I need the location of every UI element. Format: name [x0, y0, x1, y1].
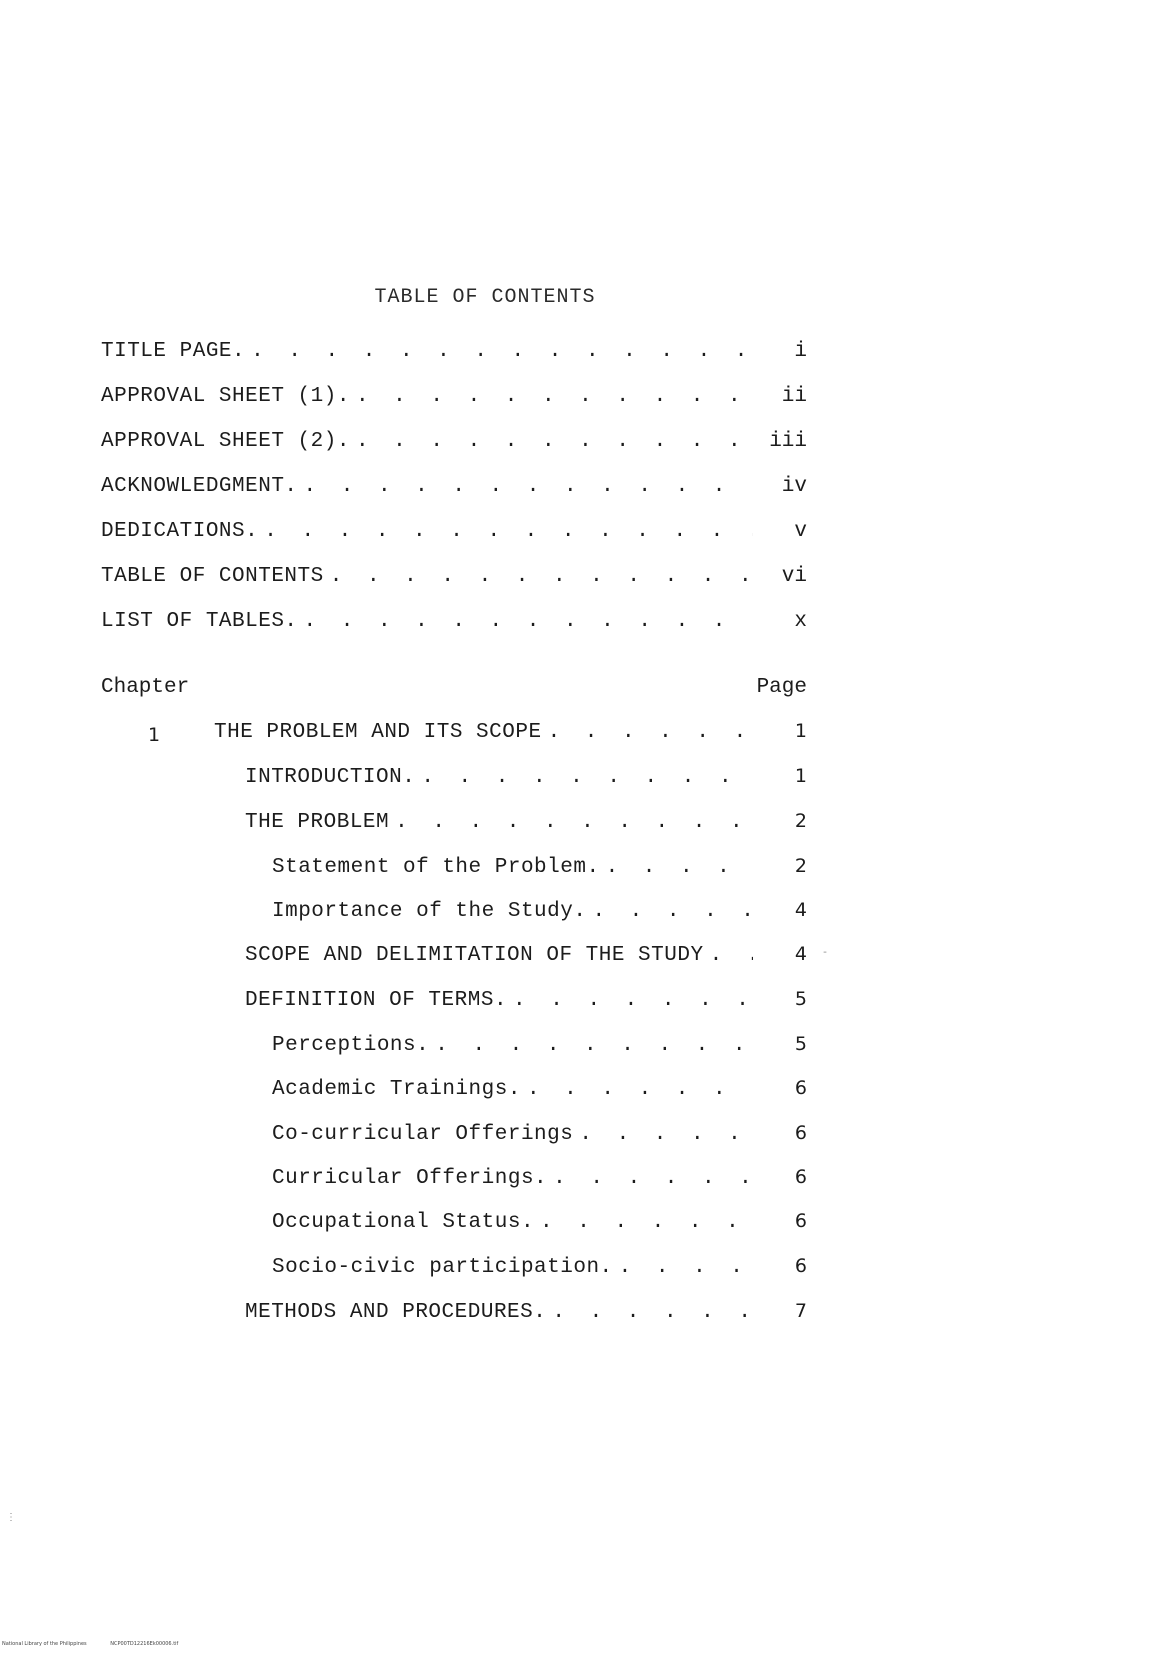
- toc-leader-dots: [613, 1256, 753, 1279]
- toc-entry-page: 6: [794, 1077, 807, 1099]
- toc-leader-dots: [600, 856, 753, 879]
- toc-entry-page: 6: [794, 1122, 807, 1144]
- footer-library: National Library of the Philippines: [2, 1641, 87, 1647]
- toc-entry-label: Academic Trainings.: [272, 1078, 521, 1101]
- toc-entry-label: APPROVAL SHEET (2).: [101, 430, 350, 453]
- toc-subsection-statement-of-problem: [272, 855, 807, 885]
- toc-subsection-socio-civic: [272, 1255, 807, 1285]
- toc-entry-page: 2: [794, 810, 807, 832]
- toc-entry-label: DEDICATIONS.: [101, 520, 259, 543]
- scan-footer: [2, 1641, 178, 1647]
- toc-section-the-problem: [245, 810, 807, 840]
- toc-entry-page: 6: [794, 1166, 807, 1188]
- toc-section-scope-delimitation: [245, 943, 807, 973]
- toc-section-introduction: [245, 765, 807, 795]
- toc-leader-dots: [704, 944, 753, 967]
- toc-leader-dots: [521, 1078, 753, 1101]
- toc-subsection-perceptions: [272, 1033, 807, 1063]
- toc-subsection-occupational-status: [272, 1210, 807, 1240]
- toc-entry-title-page: [101, 340, 807, 370]
- toc-entry-page: 5: [794, 988, 807, 1010]
- toc-leader-dots: [324, 565, 753, 588]
- toc-leader-dots: [547, 1167, 753, 1190]
- toc-entry-page: 4: [794, 899, 807, 921]
- chapter-column-label: Chapter: [101, 676, 190, 699]
- toc-leader-dots: [350, 385, 753, 408]
- toc-leader-dots: [542, 721, 753, 744]
- toc-entry-page: 7: [794, 1300, 807, 1322]
- toc-entry-page: 2: [794, 855, 807, 877]
- toc-entry-label: INTRODUCTION.: [245, 766, 416, 789]
- toc-leader-dots: [573, 1123, 753, 1146]
- toc-entry-approval-sheet-1: [101, 385, 807, 415]
- toc-entry-approval-sheet-2: [101, 430, 807, 460]
- toc-chapter-title: [214, 720, 807, 750]
- toc-leader-dots: [389, 811, 753, 834]
- toc-entry-label: Importance of the Study.: [272, 900, 587, 923]
- toc-entry-page: i: [794, 340, 807, 363]
- toc-entry-page: 5: [794, 1033, 807, 1055]
- toc-subsection-curricular: [272, 1166, 807, 1196]
- toc-entry-label: THE PROBLEM: [245, 811, 390, 834]
- toc-subsection-importance-of-study: [272, 899, 807, 929]
- toc-entry-page: 1: [794, 765, 807, 787]
- toc-entry-label: DEFINITION OF TERMS.: [245, 989, 508, 1012]
- toc-entry-dedications: [101, 520, 807, 550]
- toc-section-methods-procedures: [245, 1300, 807, 1330]
- toc-subsection-academic-trainings: [272, 1077, 807, 1107]
- toc-entry-label: SCOPE AND DELIMITATION OF THE STUDY: [245, 944, 704, 967]
- toc-entry-page: 1: [794, 720, 807, 742]
- toc-entry-label: METHODS AND PROCEDURES.: [245, 1301, 547, 1324]
- toc-entry-acknowledgment: [101, 475, 807, 505]
- toc-entry-page: vi: [781, 565, 807, 588]
- toc-leader-dots: [298, 610, 753, 633]
- toc-entry-label: Statement of the Problem.: [272, 856, 600, 879]
- scan-mark: ⋮: [6, 1513, 16, 1524]
- toc-entry-page: 4: [794, 943, 807, 965]
- toc-entry-page: v: [794, 520, 807, 543]
- toc-entry-page: 6: [794, 1210, 807, 1232]
- chapter-number: 1: [148, 724, 161, 746]
- toc-leader-dots: [258, 520, 753, 543]
- toc-leader-dots: [350, 430, 753, 453]
- toc-entry-label: Perceptions.: [272, 1034, 430, 1057]
- toc-leader-dots: [507, 989, 753, 1012]
- toc-entry-page: iv: [781, 475, 807, 498]
- toc-entry-label: ACKNOWLEDGMENT.: [101, 475, 298, 498]
- toc-section-definition-of-terms: [245, 988, 807, 1018]
- toc-entry-label: TABLE OF CONTENTS: [101, 565, 324, 588]
- toc-entry-label: TITLE PAGE.: [101, 340, 246, 363]
- toc-leader-dots: [534, 1211, 753, 1234]
- footer-file-id: NCP00TD12216Ek00006.tif: [110, 1641, 179, 1647]
- toc-entry-label: LIST OF TABLES.: [101, 610, 298, 633]
- toc-entry-table-of-contents: [101, 565, 807, 595]
- toc-leader-dots: [298, 475, 753, 498]
- toc-leader-dots: [415, 766, 753, 789]
- toc-entry-list-of-tables: [101, 610, 807, 640]
- toc-entry-page: x: [794, 610, 807, 633]
- chapter-column-header: [101, 676, 807, 699]
- toc-entry-label: Co-curricular Offerings: [272, 1123, 574, 1146]
- toc-entry-label: Occupational Status.: [272, 1211, 535, 1234]
- toc-entry-label: APPROVAL SHEET (1).: [101, 385, 350, 408]
- toc-leader-dots: [586, 900, 753, 923]
- toc-entry-page: iii: [769, 430, 807, 453]
- scan-mark: ‐: [822, 948, 829, 959]
- toc-entry-label: THE PROBLEM AND ITS SCOPE: [214, 721, 542, 744]
- toc-leader-dots: [546, 1301, 753, 1324]
- toc-leader-dots: [429, 1034, 753, 1057]
- toc-subsection-co-curricular: [272, 1122, 807, 1152]
- toc-entry-label: Curricular Offerings.: [272, 1167, 548, 1190]
- toc-entry-label: Socio-civic participation.: [272, 1256, 613, 1279]
- toc-entry-page: 6: [794, 1255, 807, 1277]
- toc-entry-page: ii: [781, 385, 807, 408]
- page-title: TABLE OF CONTENTS: [374, 286, 596, 309]
- toc-leader-dots: [245, 340, 753, 363]
- page-column-label: Page: [756, 676, 807, 699]
